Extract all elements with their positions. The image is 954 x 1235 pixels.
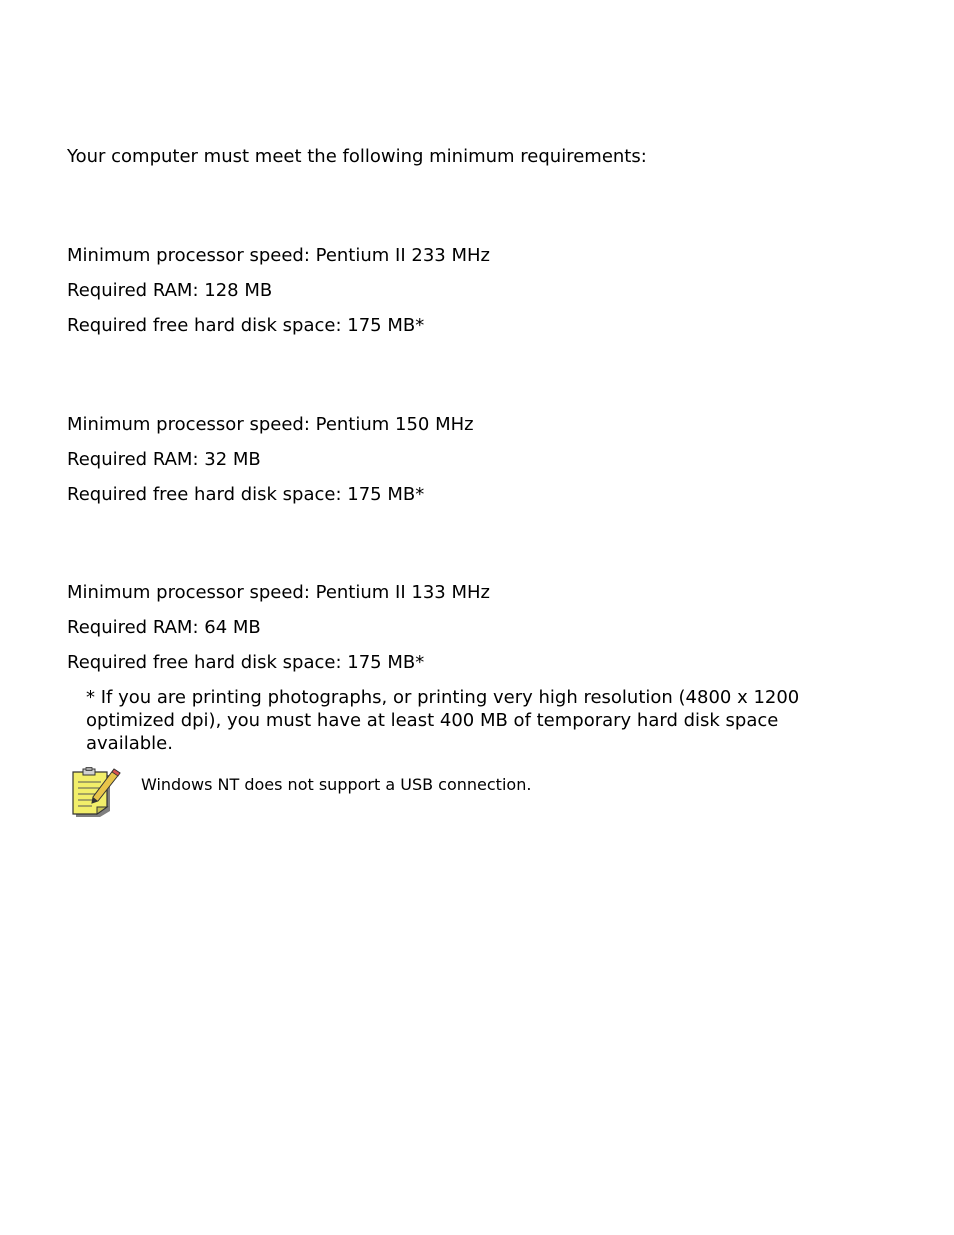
disk-space-footnote: * If you are printing photographs, or printing very high resolution (4800 x 1200 optimized dpi), you must have at least 400 MB of temporary hard disk space available. [86,687,800,754]
group-1-processor: Minimum processor speed: Pentium II 233 MHz [67,245,490,266]
group-3-processor: Minimum processor speed: Pentium II 133 MHz [67,582,490,603]
note-pencil-icon [70,767,124,819]
group-1-disk: Required free hard disk space: 175 MB* [67,315,425,336]
group-2-processor: Minimum processor speed: Pentium 150 MHz [67,414,474,435]
group-1-ram: Required RAM: 128 MB [67,280,273,301]
group-2-ram: Required RAM: 32 MB [67,449,261,470]
group-3-ram: Required RAM: 64 MB [67,617,261,638]
intro-text: Your computer must meet the following minimum requirements: [67,146,647,167]
group-2-disk: Required free hard disk space: 175 MB* [67,484,425,505]
group-3-disk: Required free hard disk space: 175 MB* [67,652,425,673]
usb-note-text: Windows NT does not support a USB connection. [141,775,532,794]
